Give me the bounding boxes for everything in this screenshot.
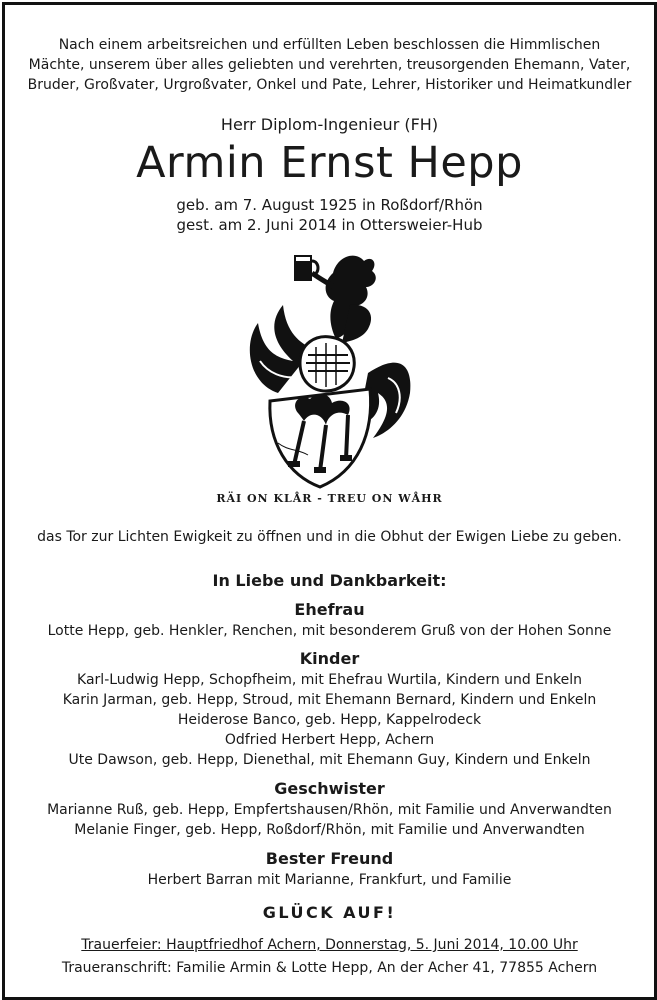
group-heading: Kinder <box>299 649 360 668</box>
funeral-service-info <box>5 935 654 955</box>
closing-line: das Tor zur Lichten Ewigkeit zu öffnen und in die Obhut der Ewigen Liebe zu geben. <box>37 529 622 545</box>
deceased-name: Armin Ernst Hepp <box>136 138 523 188</box>
mourner-line: Odfried Herbert Hepp, Achern <box>224 732 435 748</box>
mourner-line: Herbert Barran mit Marianne, Frankfurt, und Familie <box>147 872 512 888</box>
intro-line: Mächte, unserem über alles geliebten und verehrten, treusorgenden Ehemann, Vater, <box>28 57 631 73</box>
intro-line: Nach einem arbeitsreichen und erfüllten Leben beschlossen die Himmlischen <box>58 37 601 53</box>
group-heading: Geschwister <box>274 779 385 798</box>
mourner-group-siblings <box>5 778 654 840</box>
mourner-line: Heiderose Banco, geb. Hepp, Kappelrodeck <box>177 712 482 728</box>
mourning-address: Traueranschrift: Familie Armin & Lotte Hepp, An der Acher 41, 77855 Achern <box>61 960 598 976</box>
mourner-line: Ute Dawson, geb. Hepp, Dienethal, mit Ehemann Guy, Kindern und Enkeln <box>68 752 591 768</box>
mourner-line: Karl-Ludwig Hepp, Schopfheim, mit Ehefrau Wurtila, Kindern und Enkeln <box>77 672 582 688</box>
funeral-service-text: Trauerfeier: Hauptfriedhof Achern, Donnerstag, 5. Juni 2014, 10.00 Uhr <box>81 937 578 953</box>
coat-of-arms-icon <box>238 243 418 491</box>
honorific: Herr Diplom-Ingenieur (FH) <box>220 115 439 134</box>
mourner-line: Marianne Ruß, geb. Hepp, Empfertshausen/Rhön, mit Familie und Anverwandten <box>47 802 612 818</box>
mourner-group-spouse <box>5 599 654 641</box>
group-heading: Ehefrau <box>294 600 365 619</box>
mourner-line: Karin Jarman, geb. Hepp, Stroud, mit Ehemann Bernard, Kindern und Enkeln <box>62 692 597 708</box>
obituary-notice <box>2 2 657 1000</box>
intro-line: Bruder, Großvater, Urgroßvater, Onkel und Pate, Lehrer, Historiker und Heimatkundler <box>27 77 632 93</box>
family-motto: RÄI ON KLÅR - TREU ON WÅHR <box>216 492 443 505</box>
mourner-line: Melanie Finger, geb. Hepp, Roßdorf/Rhön, mit Familie und Anverwandten <box>74 822 585 838</box>
mourner-group-friend <box>5 848 654 890</box>
death-date: gest. am 2. Juni 2014 in Ottersweier-Hub <box>176 216 483 234</box>
mourner-group-children <box>5 648 654 770</box>
life-dates <box>5 195 654 235</box>
group-heading: Bester Freund <box>265 849 394 868</box>
birth-date: geb. am 7. August 1925 in Roßdorf/Rhön <box>176 196 483 214</box>
mourner-line: Lotte Hepp, geb. Henkler, Renchen, mit besonderem Gruß von der Hohen Sonne <box>47 623 612 639</box>
gluck-auf-salutation: GLÜCK AUF! <box>262 903 397 922</box>
thanks-heading: In Liebe und Dankbarkeit: <box>212 571 447 590</box>
intro-text <box>5 35 654 95</box>
